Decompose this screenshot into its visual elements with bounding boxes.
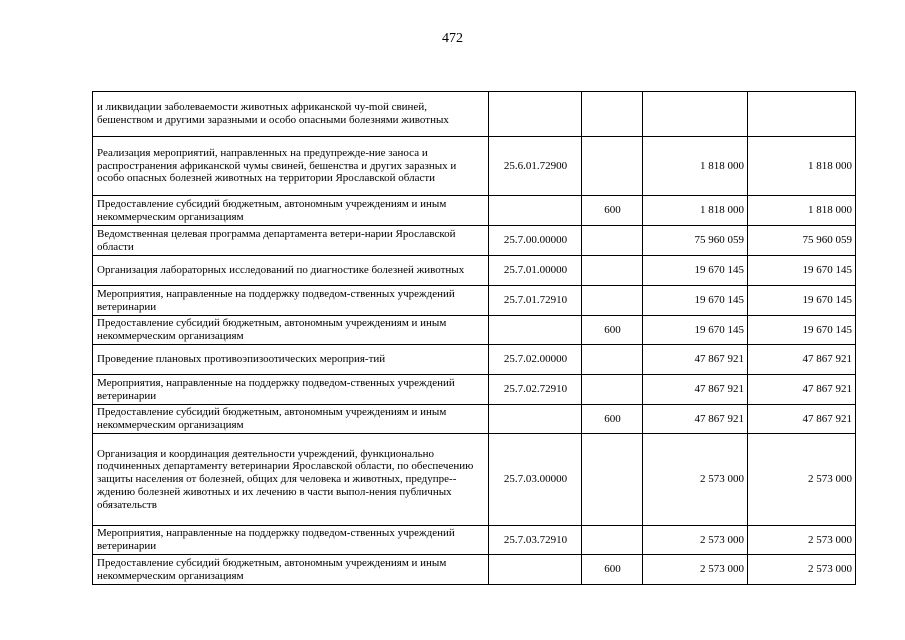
row-amount-1-cell: 2 573 000 <box>643 434 748 526</box>
row-expense-type-cell <box>582 286 643 316</box>
row-amount-2-cell: 19 670 145 <box>748 256 856 286</box>
row-code-cell <box>489 196 582 226</box>
row-code-cell <box>489 92 582 137</box>
row-expense-type-cell <box>582 92 643 137</box>
row-amount-2-cell: 2 573 000 <box>748 555 856 585</box>
row-name-cell: Организация лабораторных исследований по диагностике болезней животных <box>93 256 489 286</box>
row-amount-1-cell: 19 670 145 <box>643 256 748 286</box>
row-name-cell: Мероприятия, направленные на поддержку подведом-ственных учреждений ветеринарии <box>93 526 489 555</box>
row-amount-1-cell: 47 867 921 <box>643 375 748 405</box>
row-expense-type-cell <box>582 345 643 375</box>
row-amount-2-cell: 47 867 921 <box>748 345 856 375</box>
row-expense-type-cell: 600 <box>582 405 643 434</box>
table-row <box>93 375 856 405</box>
row-amount-1-cell <box>643 92 748 137</box>
row-amount-1-cell: 2 573 000 <box>643 526 748 555</box>
row-name-cell: Реализация мероприятий, направленных на предупрежде-ние заноса и распространения африканской чумы свиней, бешенства и других заразных и особо опасных болезней животных на территории Ярославской области <box>93 137 489 196</box>
row-name-cell: и ликвидации заболеваемости животных африканской чу-mой свиней, бешенством и другими заразными и особо опасными болезнями животных <box>93 92 489 137</box>
row-amount-2-cell: 2 573 000 <box>748 434 856 526</box>
row-expense-type-cell <box>582 526 643 555</box>
page-number: 472 <box>442 31 463 46</box>
table-row <box>93 405 856 434</box>
row-amount-2-cell: 47 867 921 <box>748 375 856 405</box>
row-name-cell: Мероприятия, направленные на поддержку подведом-ственных учреждений ветеринарии <box>93 286 489 316</box>
row-code-cell: 25.7.01.72910 <box>489 286 582 316</box>
table-row <box>93 137 856 196</box>
row-code-cell: 25.7.01.00000 <box>489 256 582 286</box>
row-name-cell: Предоставление субсидий бюджетным, автономным учреждениям и иным некоммерческим организациям <box>93 405 489 434</box>
table-row <box>93 196 856 226</box>
row-code-cell: 25.7.02.00000 <box>489 345 582 375</box>
table-row <box>93 526 856 555</box>
table-row <box>93 316 856 345</box>
row-expense-type-cell <box>582 226 643 256</box>
row-amount-2-cell: 19 670 145 <box>748 286 856 316</box>
budget-table-body <box>93 92 856 585</box>
row-amount-2-cell: 1 818 000 <box>748 196 856 226</box>
table-row <box>93 256 856 286</box>
row-amount-1-cell: 1 818 000 <box>643 196 748 226</box>
row-name-cell: Ведомственная целевая программа департамента ветери-нарии Ярославской области <box>93 226 489 256</box>
row-amount-2-cell: 2 573 000 <box>748 526 856 555</box>
budget-table <box>92 91 856 585</box>
row-code-cell: 25.7.02.72910 <box>489 375 582 405</box>
row-expense-type-cell: 600 <box>582 555 643 585</box>
row-code-cell <box>489 555 582 585</box>
row-expense-type-cell <box>582 375 643 405</box>
row-amount-1-cell: 19 670 145 <box>643 316 748 345</box>
row-expense-type-cell <box>582 434 643 526</box>
table-row <box>93 345 856 375</box>
table-row <box>93 555 856 585</box>
row-expense-type-cell: 600 <box>582 316 643 345</box>
row-amount-1-cell: 1 818 000 <box>643 137 748 196</box>
table-row <box>93 434 856 526</box>
row-amount-1-cell: 47 867 921 <box>643 405 748 434</box>
row-expense-type-cell: 600 <box>582 196 643 226</box>
row-amount-2-cell <box>748 92 856 137</box>
row-name-cell: Предоставление субсидий бюджетным, автономным учреждениям и иным некоммерческим организациям <box>93 196 489 226</box>
table-row <box>93 92 856 137</box>
row-name-cell: Предоставление субсидий бюджетным, автономным учреждениям и иным некоммерческим организациям <box>93 316 489 345</box>
row-expense-type-cell <box>582 256 643 286</box>
row-code-cell <box>489 316 582 345</box>
row-code-cell: 25.7.00.00000 <box>489 226 582 256</box>
row-amount-2-cell: 1 818 000 <box>748 137 856 196</box>
row-amount-2-cell: 47 867 921 <box>748 405 856 434</box>
row-amount-2-cell: 75 960 059 <box>748 226 856 256</box>
row-name-cell: Мероприятия, направленные на поддержку подведом-ственных учреждений ветеринарии <box>93 375 489 405</box>
row-name-cell: Проведение плановых противоэпизоотических мероприя-тий <box>93 345 489 375</box>
row-amount-1-cell: 47 867 921 <box>643 345 748 375</box>
row-expense-type-cell <box>582 137 643 196</box>
row-amount-1-cell: 75 960 059 <box>643 226 748 256</box>
table-row <box>93 226 856 256</box>
row-code-cell: 25.7.03.00000 <box>489 434 582 526</box>
row-amount-1-cell: 19 670 145 <box>643 286 748 316</box>
row-name-cell: Предоставление субсидий бюджетным, автономным учреждениям и иным некоммерческим организациям <box>93 555 489 585</box>
row-amount-1-cell: 2 573 000 <box>643 555 748 585</box>
row-code-cell: 25.7.03.72910 <box>489 526 582 555</box>
row-name-cell: Организация и координация деятельности учреждений, функционально подчиненных департаменту ветеринарии Ярославской области, по обеспечению защиты населения от болезней, общих для человека и животных, предупре-ждению болезней животных и их лечению в части выпол-нения публичных обязательств <box>93 434 489 526</box>
table-row <box>93 286 856 316</box>
row-amount-2-cell: 19 670 145 <box>748 316 856 345</box>
row-code-cell <box>489 405 582 434</box>
row-code-cell: 25.6.01.72900 <box>489 137 582 196</box>
